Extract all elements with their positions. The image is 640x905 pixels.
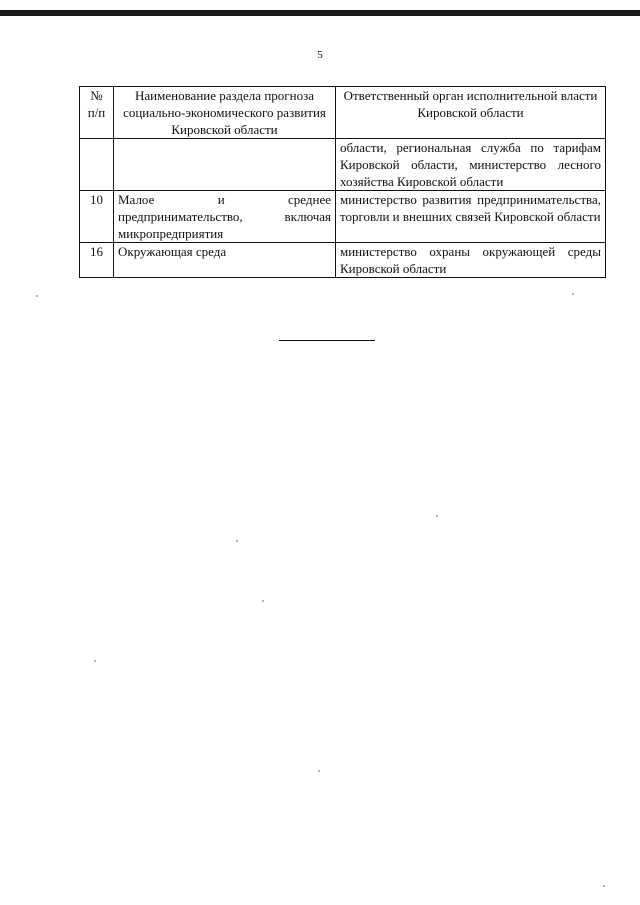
row-section [114,139,336,191]
table-row [80,243,606,278]
row-authority: министерство охраны окружающей среды Кировской области [336,243,606,278]
closing-rule [279,340,375,341]
page-number: 5 [317,49,323,61]
table-row [80,191,606,243]
scan-edge-line [0,10,640,16]
row-authority: области, региональная служба по тарифам Кировской области, министерство лесного хозяйства Кировской области [336,139,606,191]
table-row [80,139,606,191]
row-number: 10 [80,191,114,243]
header-section-name: Наименование раздела прогноза социально-экономического развития Кировской области [114,87,336,139]
responsibility-table [79,86,606,278]
row-section: Малое и среднее предпринимательство, включая микропредприятия [114,191,336,243]
row-authority: министерство развития предпринимательства, торговли и внешних связей Кировской области [336,191,606,243]
table-header-row [80,87,606,139]
row-number [80,139,114,191]
row-section: Окружающая среда [114,243,336,278]
row-number: 16 [80,243,114,278]
header-number: № п/п [80,87,114,139]
header-responsible-authority: Ответственный орган исполнительной власти Кировской области [336,87,606,139]
